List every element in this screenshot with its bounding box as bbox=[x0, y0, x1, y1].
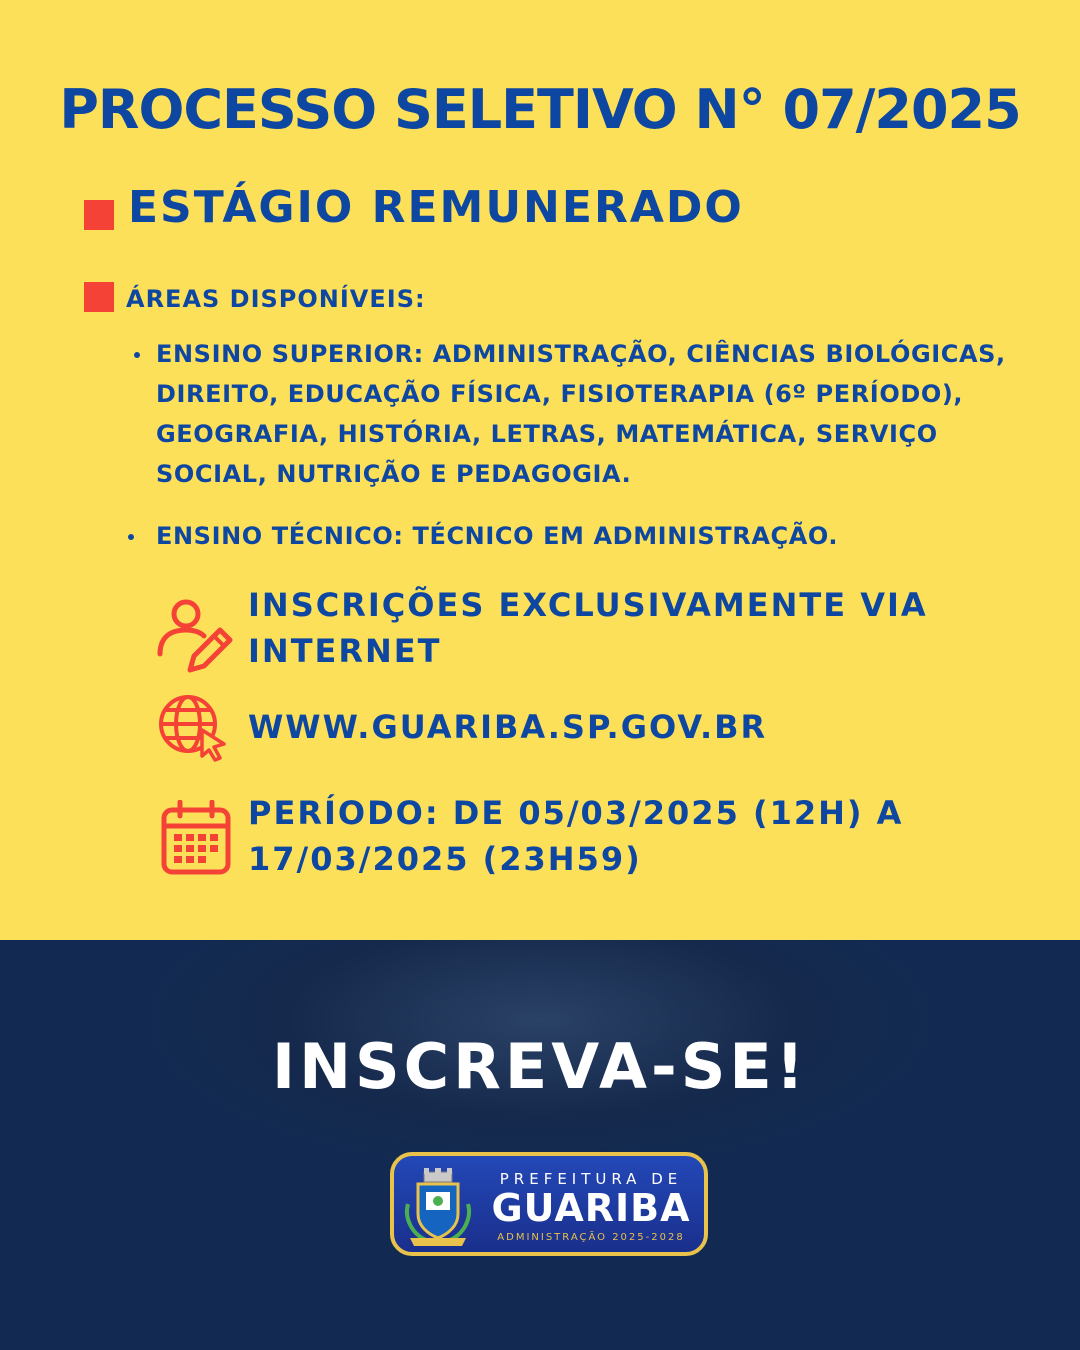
list-item-technical-education: ENSINO TÉCNICO: TÉCNICO EM ADMINISTRAÇÃO. bbox=[156, 522, 839, 550]
calendar-icon bbox=[160, 800, 232, 876]
registration-info: INSCRIÇÕES EXCLUSIVAMENTE VIA INTERNET bbox=[248, 586, 928, 670]
areas-heading: ÁREAS DISPONÍVEIS: bbox=[126, 285, 426, 313]
coat-of-arms-icon bbox=[402, 1164, 474, 1250]
bullet-square-icon bbox=[84, 282, 114, 312]
website-link[interactable]: WWW.GUARIBA.SP.GOV.BR bbox=[248, 708, 768, 746]
list-item-higher-education: ENSINO SUPERIOR: ADMINISTRAÇÃO, CIÊNCIAS BIOLÓGICAS, DIREITO, EDUCAÇÃO FÍSICA, FISIOTERAPIA (6º PERÍODO), GEOGRAFIA, HISTÓRIA, LETRAS, MATEMÁTICA, SERVIÇO SOCIAL, NUTRIÇÃO E PEDAGOGIA. bbox=[156, 340, 1006, 488]
logo-line-1: PREFEITURA DE bbox=[499, 1170, 683, 1188]
logo-line-3: ADMINISTRAÇÃO 2025-2028 bbox=[497, 1232, 685, 1243]
period-info: PERÍODO: DE 05/03/2025 (12H) A 17/03/2025 (23H59) bbox=[248, 794, 904, 878]
globe-cursor-icon bbox=[156, 692, 228, 764]
cta-heading: INSCREVA-SE! bbox=[272, 1030, 808, 1103]
bullet-square-icon bbox=[84, 200, 114, 230]
list-bullet bbox=[128, 534, 134, 540]
page-title: PROCESSO SELETIVO N° 07/2025 bbox=[59, 78, 1021, 141]
section-subtitle: ESTÁGIO REMUNERADO bbox=[128, 182, 744, 233]
list-bullet bbox=[134, 352, 140, 358]
user-edit-icon bbox=[156, 596, 236, 676]
prefeitura-logo bbox=[390, 1152, 708, 1256]
bottom-panel bbox=[0, 940, 1080, 1350]
logo-line-2: GUARIBA bbox=[491, 1186, 691, 1230]
